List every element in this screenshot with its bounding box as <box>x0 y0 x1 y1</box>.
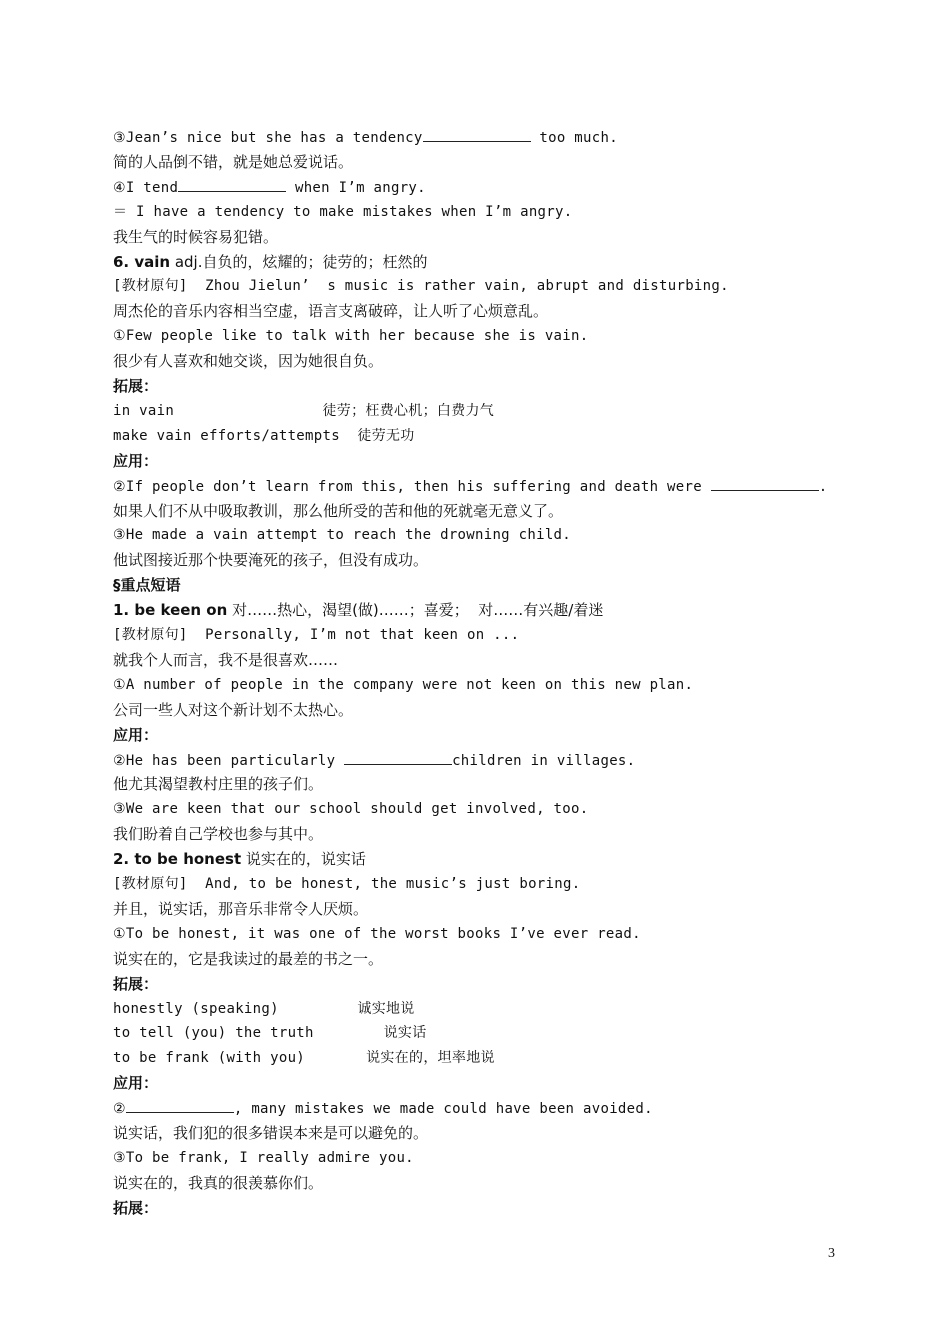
text-line <box>113 847 366 871</box>
text-line <box>113 225 278 249</box>
line-text: ③We are keen that our school should get involved, too. <box>113 801 589 818</box>
line-text: 他尤其渴望教村庄里的孩子们。 <box>113 775 324 794</box>
line-text: 说实话，我们犯的很多错误本来是可以避免的。 <box>113 1124 429 1142</box>
text-line <box>113 1096 653 1120</box>
line-text: ①To be honest, it was one of the worst books I’ve ever read. <box>113 925 641 942</box>
line-text: [教材原句] And, to be honest, the music’s just boring. <box>113 876 581 892</box>
line-text-after: . <box>818 478 828 495</box>
line-text: ③He made a vain attempt to reach the drowning child. <box>113 527 572 544</box>
line-text: 并且，说实话，那音乐非常令人厌烦。 <box>113 899 369 918</box>
line-text: 公司一些人对这个新计划不太热心。 <box>113 700 354 719</box>
line-text: ③Jean’s nice but she has a tendency <box>113 130 423 146</box>
line-text: make vain efforts/attempts 徒劳无功 <box>113 427 415 444</box>
text-line <box>113 872 580 896</box>
text-line <box>113 922 641 946</box>
text-line <box>113 548 428 572</box>
line-text: 1. be keen on <box>113 601 228 620</box>
text-line <box>113 897 368 921</box>
text-line <box>113 200 572 224</box>
line-text: 拓展： <box>113 377 159 395</box>
text-line <box>113 399 494 423</box>
text-line <box>113 698 353 722</box>
text-line <box>113 1071 158 1095</box>
text-line <box>113 748 635 772</box>
text-line <box>113 175 426 199</box>
page-number: 3 <box>828 1246 835 1261</box>
line-text: 就我个人而言，我不是很喜欢…… <box>113 650 339 669</box>
text-line <box>113 573 181 597</box>
line-text: ③To be frank, I really admire you. <box>113 1149 414 1166</box>
line-text: ②He has been particularly <box>113 752 345 769</box>
text-line <box>113 125 618 149</box>
text-line <box>113 822 323 846</box>
text-line <box>113 797 588 821</box>
text-line <box>113 723 158 747</box>
text-line <box>113 1196 158 1220</box>
line-text: 6. vain <box>113 252 171 271</box>
line-text: to be frank (with you) 说实在的，坦率地说 <box>113 1050 495 1067</box>
line-text: 他试图接近那个快要淹死的孩子，但没有成功。 <box>113 551 429 570</box>
line-text-after: 说实在的，说实话 <box>241 850 366 869</box>
line-text: 我生气的时候容易犯错。 <box>113 227 279 246</box>
text-line <box>113 150 353 174</box>
line-text: [教材原句] Personally, I’m not that keen on ... <box>113 627 520 643</box>
line-text-after: adj.自负的，炫耀的；徒劳的；枉然的 <box>170 252 428 271</box>
fill-in-blank <box>344 748 452 765</box>
line-text: ② <box>113 1101 126 1118</box>
text-line <box>113 1171 323 1195</box>
text-line <box>113 449 158 473</box>
text-line <box>113 1046 495 1070</box>
fill-in-blank <box>126 1096 234 1113</box>
line-text: in vain 徒劳；枉费心机；白费力气 <box>113 402 495 419</box>
line-text: ＝ I have a tendency to make mistakes when I’m angry. <box>113 203 573 220</box>
text-line <box>113 299 548 323</box>
text-line <box>113 997 415 1021</box>
line-text: ④I tend <box>113 179 179 196</box>
text-line <box>113 324 588 348</box>
text-line <box>113 1021 427 1045</box>
line-text: 应用： <box>113 725 159 744</box>
text-line <box>113 673 693 697</box>
line-text: 拓展： <box>113 1198 159 1217</box>
line-text-after: children in villages. <box>452 752 636 769</box>
text-line <box>113 772 323 796</box>
text-line <box>113 972 158 996</box>
line-text-after: when I’m angry. <box>286 179 426 196</box>
line-text: ①A number of people in the company were not keen on this new plan. <box>113 676 694 693</box>
text-line <box>113 374 158 398</box>
text-line <box>113 349 383 373</box>
line-text: 我们盼着自己学校也参与其中。 <box>113 825 324 844</box>
line-text: 周杰伦的音乐内容相当空虚，语言支离破碎，让人听了心烦意乱。 <box>113 302 549 321</box>
line-text: honestly (speaking) 诚实地说 <box>113 1000 415 1017</box>
line-text: 拓展： <box>113 974 159 993</box>
text-line <box>113 598 603 622</box>
fill-in-blank <box>178 175 286 192</box>
line-text: 简的人品倒不错，就是她总爱说话。 <box>113 152 354 171</box>
line-text-after: 对……热心，渴望(做)……；喜爱； 对……有兴趣/着迷 <box>227 601 604 620</box>
line-text: 应用： <box>113 451 159 470</box>
line-text: ②If people don’t learn from this, then his suffering and death were <box>113 478 711 495</box>
line-text: 说实在的，我真的很羡慕你们。 <box>113 1173 324 1192</box>
line-text: 说实在的，它是我读过的最差的书之一。 <box>113 949 384 968</box>
text-line <box>113 1146 414 1170</box>
line-text: to tell (you) the truth 说实话 <box>113 1025 427 1042</box>
line-text: [教材原句] Zhou Jielun’ s music is rather vain, abrupt and disturbing. <box>113 278 729 295</box>
text-line <box>113 250 428 274</box>
line-text: 如果人们不从中吸取教训，那么他所受的苦和他的死就毫无意义了。 <box>113 501 564 520</box>
line-text: §重点短语 <box>113 576 181 595</box>
line-text: 应用： <box>113 1074 159 1093</box>
text-line <box>113 1121 428 1145</box>
text-line <box>113 424 415 448</box>
text-line <box>113 499 563 523</box>
line-text: ①Few people like to talk with her because she is vain. <box>113 328 589 345</box>
text-line <box>113 274 729 298</box>
line-text-after: too much. <box>530 130 618 146</box>
text-line <box>113 523 571 547</box>
text-line <box>113 947 383 971</box>
fill-in-blank <box>711 474 819 491</box>
fill-in-blank <box>423 125 531 142</box>
text-line <box>113 623 519 647</box>
line-text: 2. to be honest <box>113 850 242 869</box>
text-line <box>113 648 338 672</box>
text-line <box>113 474 827 498</box>
line-text-after: , many mistakes we made could have been avoided. <box>233 1101 653 1118</box>
line-text: 很少有人喜欢和她交谈，因为她很自负。 <box>113 352 384 371</box>
